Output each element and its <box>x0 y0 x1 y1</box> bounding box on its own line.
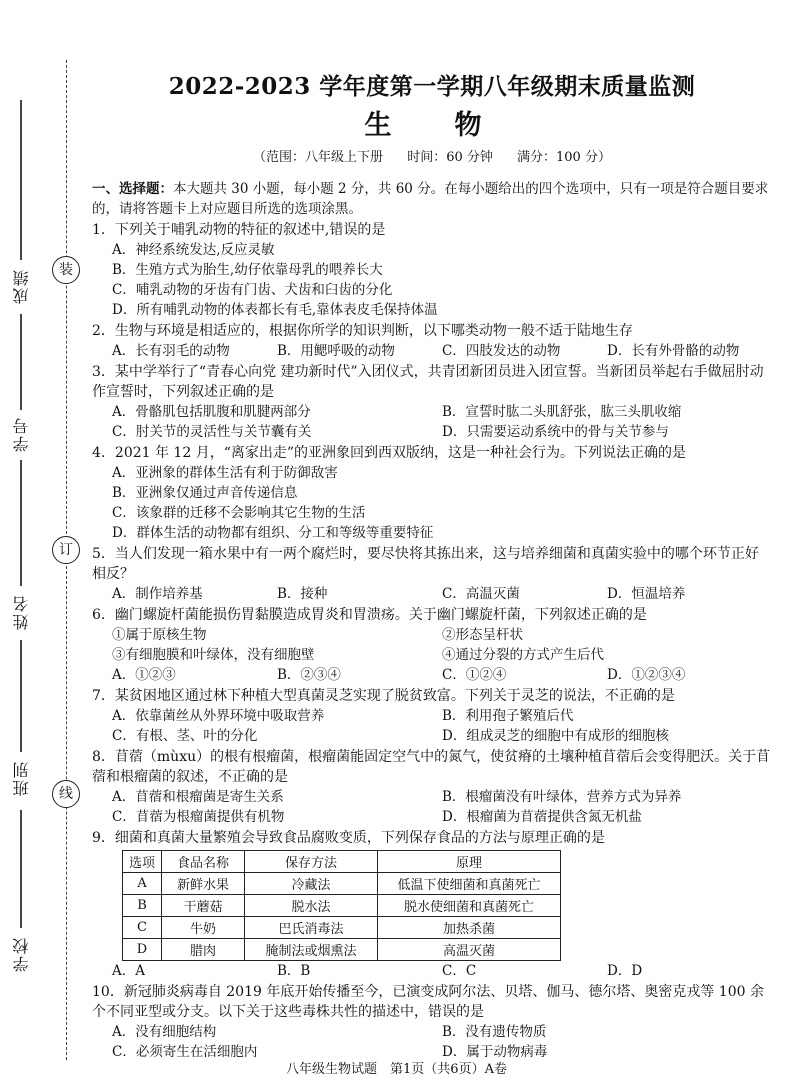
exam-scope: （范围：八年级上下册 <box>253 150 384 165</box>
table-cell: 巴氏消毒法 <box>245 917 378 939</box>
question-6-option-a: A．①②③ <box>112 667 176 683</box>
question-8-option-d: D．根瘤菌为苜蓿提供含氮无机盐 <box>442 809 642 825</box>
table-row <box>123 873 561 895</box>
question-9-option-b: B．B <box>277 963 311 979</box>
exam-time: 时间：60 分钟 <box>407 150 493 165</box>
question-4-option-d: D．群体生活的动物都有组织、分工和等级等重要特征 <box>112 525 434 541</box>
table-header-row <box>123 851 561 873</box>
blank-name <box>20 460 22 586</box>
question-5-options <box>92 584 772 604</box>
question-3-option-d: D．只需要运动系统中的骨与关节参与 <box>442 424 669 440</box>
question-1-option-b: B．生殖方式为胎生,幼仔依靠母乳的喂养长大 <box>112 262 383 278</box>
binding-margin <box>0 60 80 1060</box>
blank-school <box>20 810 22 928</box>
question-6-statement-1: ①属于原核生物 <box>112 627 207 643</box>
question-9-option-a: A．A <box>112 963 145 979</box>
question-1-option-a: A．神经系统发达,反应灵敏 <box>112 242 275 258</box>
label-class: 班别 <box>12 760 31 796</box>
seal-xian: 线 <box>52 780 80 808</box>
question-4-option-c: C．该象群的迁移不会影响其它生物的生活 <box>112 505 366 521</box>
question-6-statement-4: ④通过分裂的方式产生后代 <box>442 647 604 663</box>
question-9-options <box>92 961 772 981</box>
question-10-option-c: C．必须寄生在活细胞内 <box>112 1044 258 1060</box>
table-cell: 脱水法 <box>245 895 378 917</box>
question-7-option-d: D．组成灵芝的细胞中有成形的细胞核 <box>442 728 669 744</box>
table-cell: 新鲜水果 <box>162 873 245 895</box>
table-row <box>123 939 561 961</box>
question-4-stem: 4．2021 年 12 月，“离家出走”的亚洲象回到西双版纳，这是一种社会行为。下列说法正确的是 <box>92 445 687 461</box>
question-1-option-c: C．哺乳动物的牙齿有门齿、犬齿和臼齿的分化 <box>112 282 393 298</box>
question-2-option-c: C．四肢发达的动物 <box>442 343 561 359</box>
table-cell: 干蘑菇 <box>162 895 245 917</box>
question-5-option-a: A．制作培养基 <box>112 586 203 602</box>
question-6-stem: 6．幽门螺旋杆菌能损伤胃黏膜造成胃炎和胃溃疡。关于幽门螺旋杆菌，下列叙述正确的是 <box>92 607 647 623</box>
question-1-stem: 1．下列关于哺乳动物的特征的叙述中,错误的是 <box>92 222 386 238</box>
table-cell: 低温下使细菌和真菌死亡 <box>378 873 561 895</box>
exam-subject: 生 物 <box>364 110 500 141</box>
question-5-stem: 5．当人们发现一箱水果中有一两个腐烂时，要尽快将其拣出来，这与培养细菌和真菌实验中的哪个环节正好相反？ <box>92 546 759 582</box>
question-4-option-a: A．亚洲象的群体生活有利于防御敌害 <box>112 465 338 481</box>
question-3-options-cd <box>92 422 772 442</box>
question-3-stem: 3．某中学举行了“青春心向党 建功新时代”入团仪式，共青团新团员进入团宣誓。当新团员举起右手做屈肘动作宣誓时，下列叙述正确的是 <box>92 364 764 400</box>
table-row <box>123 917 561 939</box>
exam-meta <box>92 146 772 165</box>
question-4-option-b: B．亚洲象仅通过声音传递信息 <box>112 485 298 501</box>
question-8-option-a: A．苜蓿和根瘤菌是寄生关系 <box>112 789 284 805</box>
question-5-option-b: B．接种 <box>277 586 328 602</box>
blank-class <box>20 640 22 752</box>
table-cell: 冷藏法 <box>245 873 378 895</box>
question-3-option-b: B．宣誓时肱二头肌舒张，肱三头肌收缩 <box>442 404 682 420</box>
blank-student-id <box>20 314 22 410</box>
question-7-options-ab <box>92 706 772 726</box>
question-6-statement-2: ②形态呈杆状 <box>442 627 523 643</box>
question-8-options-ab <box>92 787 772 807</box>
question-7-options-cd <box>92 726 772 746</box>
seal-ding: 订 <box>52 536 80 564</box>
table-cell: A <box>123 873 162 895</box>
question-3-option-c: C．肘关节的灵活性与关节囊有关 <box>112 424 312 440</box>
question-7-option-a: A．依靠菌丝从外界环境中吸取营养 <box>112 708 325 724</box>
question-9-option-c: C．C <box>442 963 477 979</box>
label-student-id: 学号 <box>12 416 31 452</box>
table-cell: 腌制法或烟熏法 <box>245 939 378 961</box>
question-3-options-ab <box>92 402 772 422</box>
section-choice-header <box>92 179 772 219</box>
question-2-option-a: A．长有羽毛的动物 <box>112 343 230 359</box>
question-10-stem: 10．新冠肺炎病毒自 2019 年底开始传播至今，已演变成阿尔法、贝塔、伽马、德尔塔、奥密克戎等 100 余个不同亚型或分支。以下关于这些毒株共性的描述中，错误的是 <box>92 984 764 1020</box>
question-2-stem: 2．生物与环境是相适应的，根据你所学的知识判断，以下哪类动物一般不适于陆地生存 <box>92 323 633 339</box>
question-10-option-d: D．属于动物病毒 <box>442 1044 548 1060</box>
table-cell: 高温灭菌 <box>378 939 561 961</box>
label-name: 姓名 <box>12 594 31 630</box>
page-footer: 八年级生物试题 第1页（共6页）A卷 <box>286 1062 507 1077</box>
question-6-option-d: D．①②③④ <box>607 667 686 683</box>
table-header-cell: 选项 <box>123 851 162 873</box>
section-title: 一、选择题： <box>92 181 173 197</box>
table-cell: 加热杀菌 <box>378 917 561 939</box>
exam-score: 满分：100 分） <box>517 150 611 165</box>
question-6-options <box>92 665 772 685</box>
question-2-option-d: D．长有外骨骼的动物 <box>607 343 740 359</box>
question-6-option-b: B．②③④ <box>277 667 341 683</box>
table-cell: B <box>123 895 162 917</box>
question-6-statements-12 <box>92 625 772 645</box>
question-10-option-a: A．没有细胞结构 <box>112 1024 217 1040</box>
question-3-option-a: A．骨骼肌包括肌腹和肌腱两部分 <box>112 404 311 420</box>
question-7-option-b: B．利用孢子繁殖后代 <box>442 708 574 724</box>
question-5-option-d: D．恒温培养 <box>607 586 686 602</box>
question-10-option-b: B．没有遗传物质 <box>442 1024 547 1040</box>
section-desc: 本大题共 30 小题，每小题 2 分，共 60 分。在每小题给出的四个选项中，只有一项是符合题目要求的，请将答题卡上对应题目所选的选项涂黑。 <box>92 181 769 217</box>
question-8-stem: 8．苜蓿（mùxu）的根有根瘤菌，根瘤菌能固定空气中的氮气，使贫瘠的土壤种植苜蓿后会变得肥沃。关于苜蓿和根瘤菌的叙述，不正确的是 <box>92 749 771 785</box>
question-9-table <box>122 850 561 961</box>
question-6-option-c: C．①②④ <box>442 667 507 683</box>
table-cell: 牛奶 <box>162 917 245 939</box>
question-2-option-b: B．用鳃呼吸的动物 <box>277 343 395 359</box>
exam-page <box>92 68 772 1062</box>
question-8-options-cd <box>92 807 772 827</box>
blank-score <box>20 100 22 260</box>
question-1-option-d: D．所有哺乳动物的体表都长有毛,靠体表皮毛保持体温 <box>112 302 438 318</box>
question-7-option-c: C．有根、茎、叶的分化 <box>112 728 258 744</box>
question-7-stem: 7．某贫困地区通过林下种植大型真菌灵芝实现了脱贫致富。下列关于灵芝的说法，不正确的是 <box>92 688 675 704</box>
question-8-option-c: C．苜蓿为根瘤菌提供有机物 <box>112 809 285 825</box>
question-9-option-d: D．D <box>607 963 643 979</box>
question-9-stem: 9．细菌和真菌大量繁殖会导致食品腐败变质，下列保存食品的方法与原理正确的是 <box>92 830 605 846</box>
table-cell: 脱水使细菌和真菌死亡 <box>378 895 561 917</box>
table-cell: D <box>123 939 162 961</box>
exam-title: 2022-2023 学年度第一学期八年级期末质量监测 <box>168 73 696 100</box>
question-5-option-c: C．高温灭菌 <box>442 586 520 602</box>
question-6-statements-34 <box>92 645 772 665</box>
table-row <box>123 895 561 917</box>
question-2-options <box>92 341 772 361</box>
question-10-options-ab <box>92 1022 772 1042</box>
table-header-cell: 原理 <box>378 851 561 873</box>
label-school: 学校 <box>12 936 31 972</box>
table-cell: 腊肉 <box>162 939 245 961</box>
table-header-cell: 食品名称 <box>162 851 245 873</box>
label-score: 成绩 <box>12 268 31 304</box>
question-6-statement-3: ③有细胞膜和叶绿体，没有细胞壁 <box>112 647 315 663</box>
table-cell: C <box>123 917 162 939</box>
question-8-option-b: B．根瘤菌没有叶绿体，营养方式为异养 <box>442 789 682 805</box>
seal-zhuang: 装 <box>52 256 80 284</box>
table-header-cell: 保存方法 <box>245 851 378 873</box>
